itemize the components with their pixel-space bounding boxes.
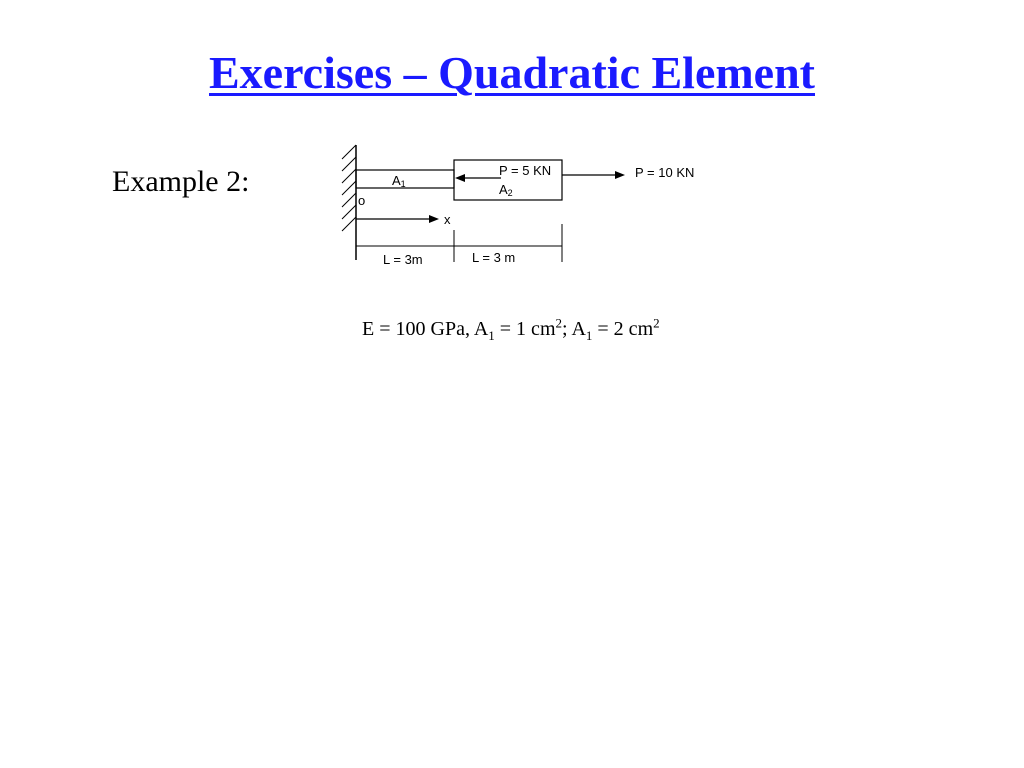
example-label: Example 2: (112, 165, 250, 198)
fixed-wall (342, 145, 356, 260)
x-axis-label: x (444, 212, 451, 227)
mid-load-arrow (455, 174, 501, 182)
slide-title: Exercises – Quadratic Element (209, 47, 815, 98)
x-axis-arrow (356, 215, 439, 223)
end-load-arrow (562, 171, 625, 179)
area1-label: A1 (392, 173, 406, 189)
length1-label: L = 3m (383, 252, 423, 267)
origin-label: o (358, 193, 366, 208)
area2-label: A2 (499, 182, 513, 198)
material-properties: E = 100 GPa, $A_1 = 1$ $cm^2$; $A_1 = 2$ $cm^2$ (362, 315, 660, 343)
end-load-label: P = 10 KN (635, 165, 695, 180)
mid-load-label: P = 5 KN (499, 163, 552, 178)
bar-diagram (325, 140, 715, 270)
length2-label: L = 3 m (472, 250, 516, 265)
